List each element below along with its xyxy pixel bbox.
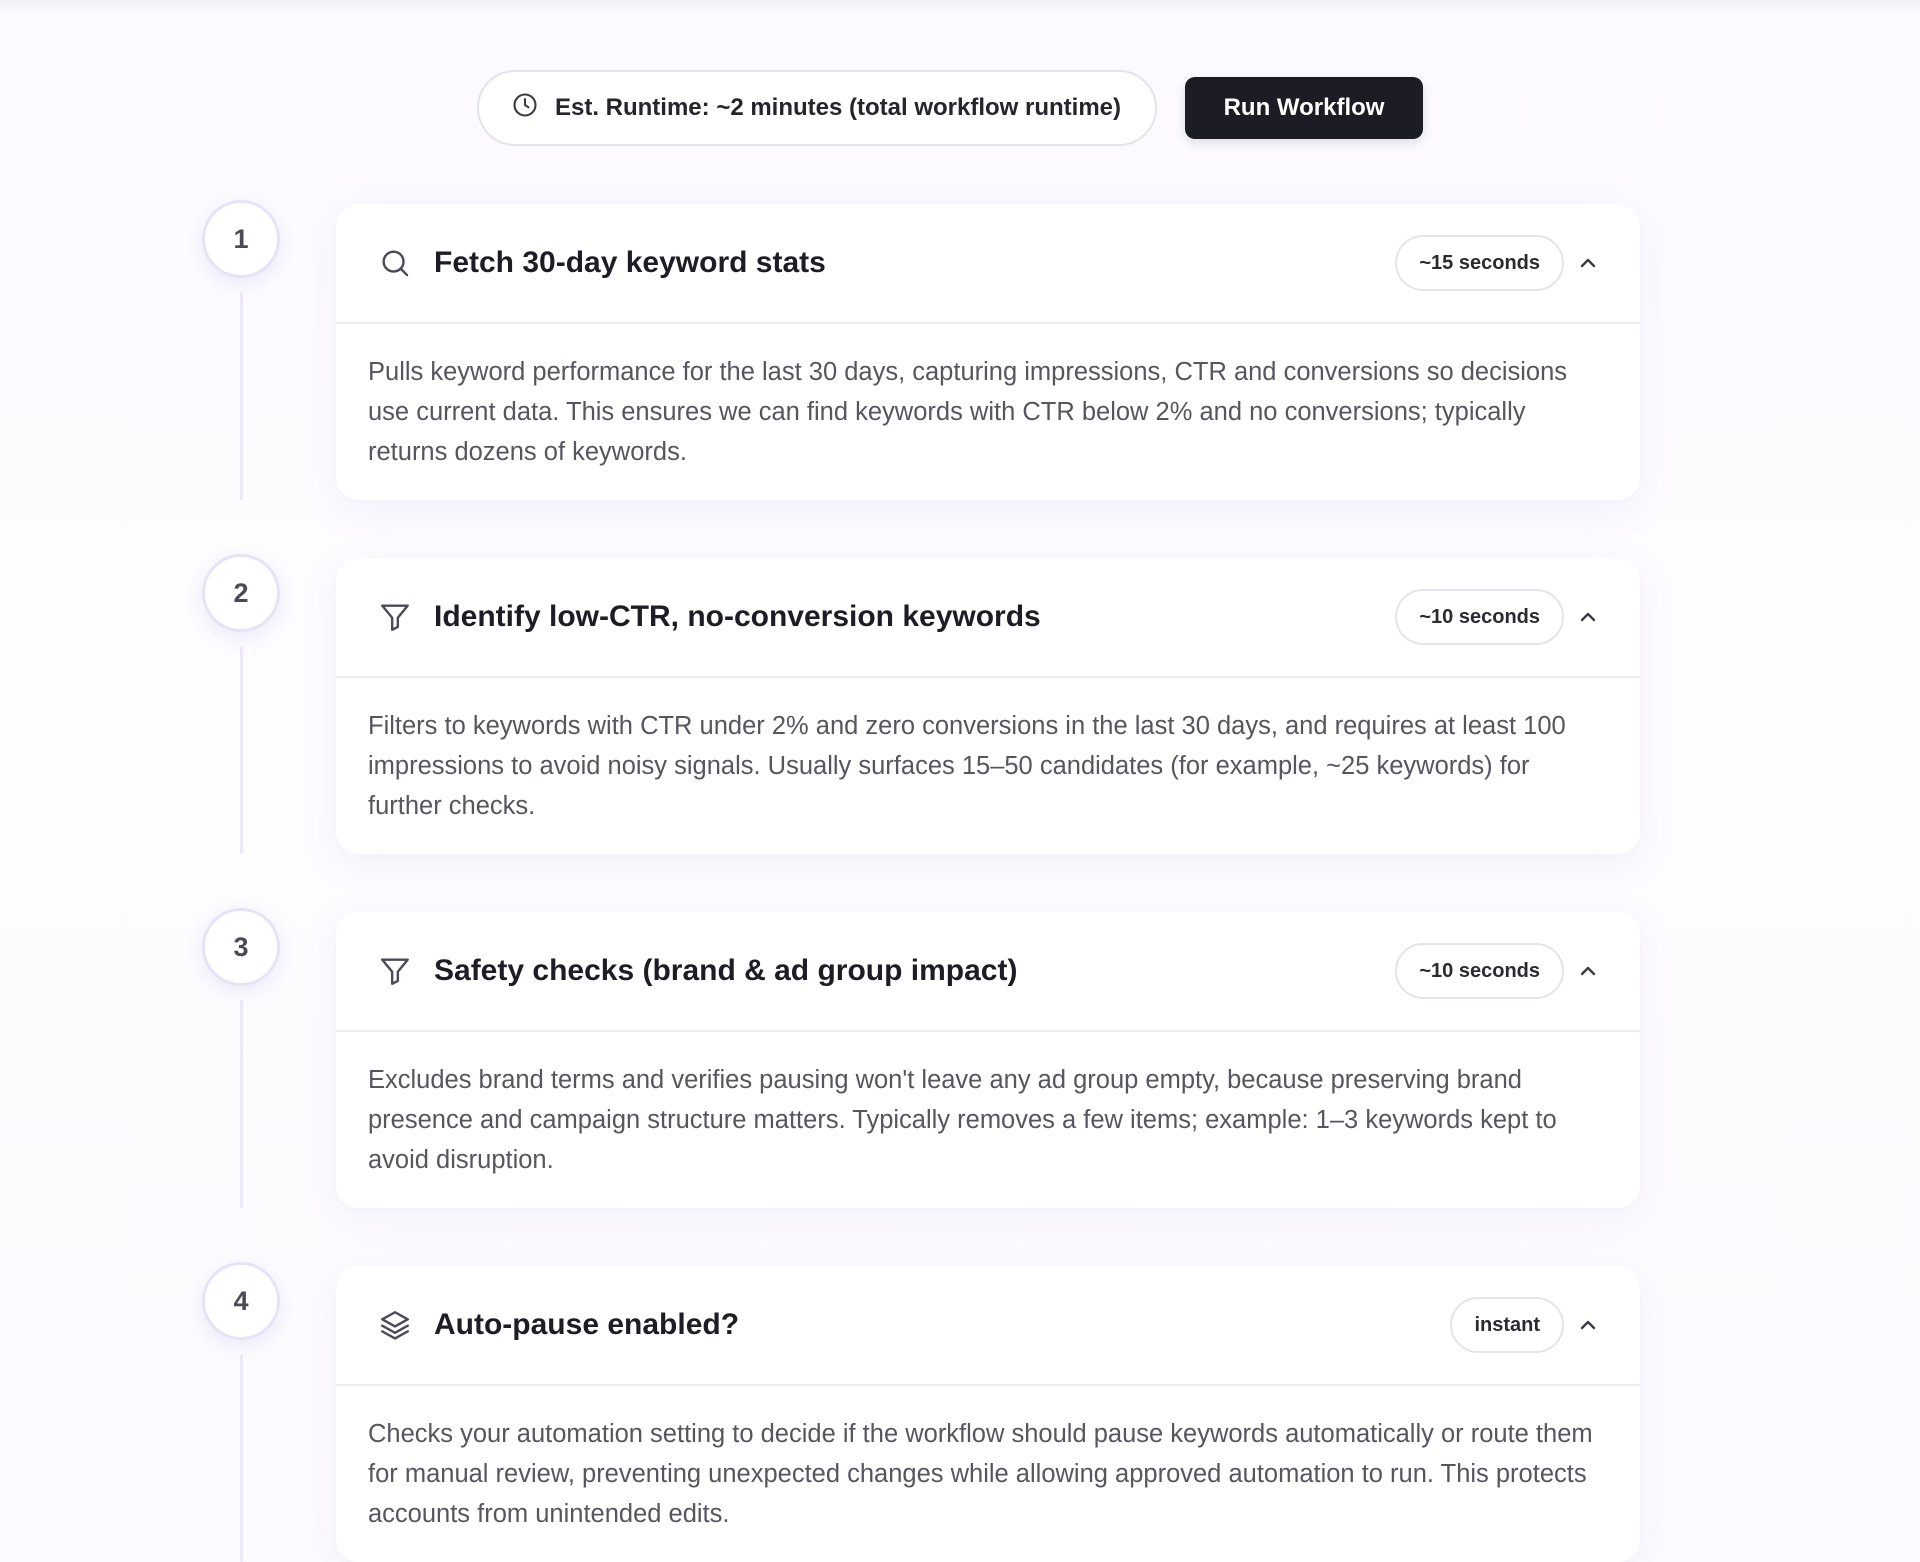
search-icon bbox=[378, 246, 412, 280]
step-card bbox=[336, 912, 1640, 1208]
workflow-step-1 bbox=[0, 200, 1920, 500]
run-workflow-button[interactable]: Run Workflow bbox=[1185, 77, 1423, 139]
step-connector bbox=[240, 1000, 243, 1208]
filter-icon bbox=[378, 600, 412, 634]
step-card-header[interactable] bbox=[336, 204, 1640, 324]
top-edge-shadow bbox=[0, 0, 1920, 14]
workflow-toolbar bbox=[0, 70, 1920, 146]
runtime-estimate-badge bbox=[477, 70, 1157, 146]
step-description: Excludes brand terms and verifies pausing won't leave any ad group empty, because preserving brand presence and campaign structure matters. Typically removes a few items; example: 1–3 keywords kept to avoid disruption. bbox=[368, 1066, 1557, 1174]
step-card bbox=[336, 558, 1640, 854]
step-number: 3 bbox=[202, 908, 280, 986]
runtime-estimate-label: Est. Runtime: ~2 minutes (total workflow runtime) bbox=[554, 94, 1122, 121]
step-card bbox=[336, 1266, 1640, 1562]
step-connector bbox=[240, 646, 243, 854]
step-card-header[interactable] bbox=[336, 558, 1640, 678]
chevron-up-icon[interactable] bbox=[1576, 959, 1600, 983]
chevron-up-icon[interactable] bbox=[1576, 1313, 1600, 1337]
step-description: Filters to keywords with CTR under 2% and zero conversions in the last 30 days, and requires at least 100 impressions to avoid noisy signals. Usually surfaces 15–50 candidates (for example, ~25 keywords) for further checks. bbox=[368, 712, 1566, 820]
step-card-header[interactable] bbox=[336, 1266, 1640, 1386]
step-connector bbox=[240, 1354, 243, 1562]
step-description: Checks your automation setting to decide if the workflow should pause keywords automatically or route them for manual review, preventing unexpected changes while allowing approved automation to run. This protects accounts from unintended edits. bbox=[368, 1420, 1593, 1528]
step-title: Identify low-CTR, no-conversion keywords bbox=[434, 600, 1041, 633]
chevron-up-icon[interactable] bbox=[1576, 251, 1600, 275]
step-title: Safety checks (brand & ad group impact) bbox=[434, 954, 1018, 987]
clock-icon bbox=[511, 91, 539, 126]
step-title: Auto-pause enabled? bbox=[434, 1308, 740, 1341]
workflow-step-2 bbox=[0, 554, 1920, 854]
layers-icon bbox=[378, 1308, 412, 1342]
step-duration-badge: ~10 seconds bbox=[1395, 589, 1564, 645]
workflow-step-3 bbox=[0, 908, 1920, 1208]
step-card-header[interactable] bbox=[336, 912, 1640, 1032]
step-connector bbox=[240, 292, 243, 500]
filter-icon bbox=[378, 954, 412, 988]
step-title: Fetch 30-day keyword stats bbox=[434, 246, 826, 279]
step-description: Pulls keyword performance for the last 30 days, capturing impressions, CTR and conversions so decisions use current data. This ensures we can find keywords with CTR below 2% and no conversions; typically returns dozens of keywords. bbox=[368, 358, 1568, 466]
step-card bbox=[336, 204, 1640, 500]
step-number: 4 bbox=[202, 1262, 280, 1340]
step-duration-badge: instant bbox=[1450, 1297, 1564, 1353]
step-duration-badge: ~15 seconds bbox=[1395, 235, 1564, 291]
step-duration-badge: ~10 seconds bbox=[1395, 943, 1564, 999]
step-number: 1 bbox=[202, 200, 280, 278]
chevron-up-icon[interactable] bbox=[1576, 605, 1600, 629]
step-number: 2 bbox=[202, 554, 280, 632]
workflow-step-4 bbox=[0, 1262, 1920, 1562]
